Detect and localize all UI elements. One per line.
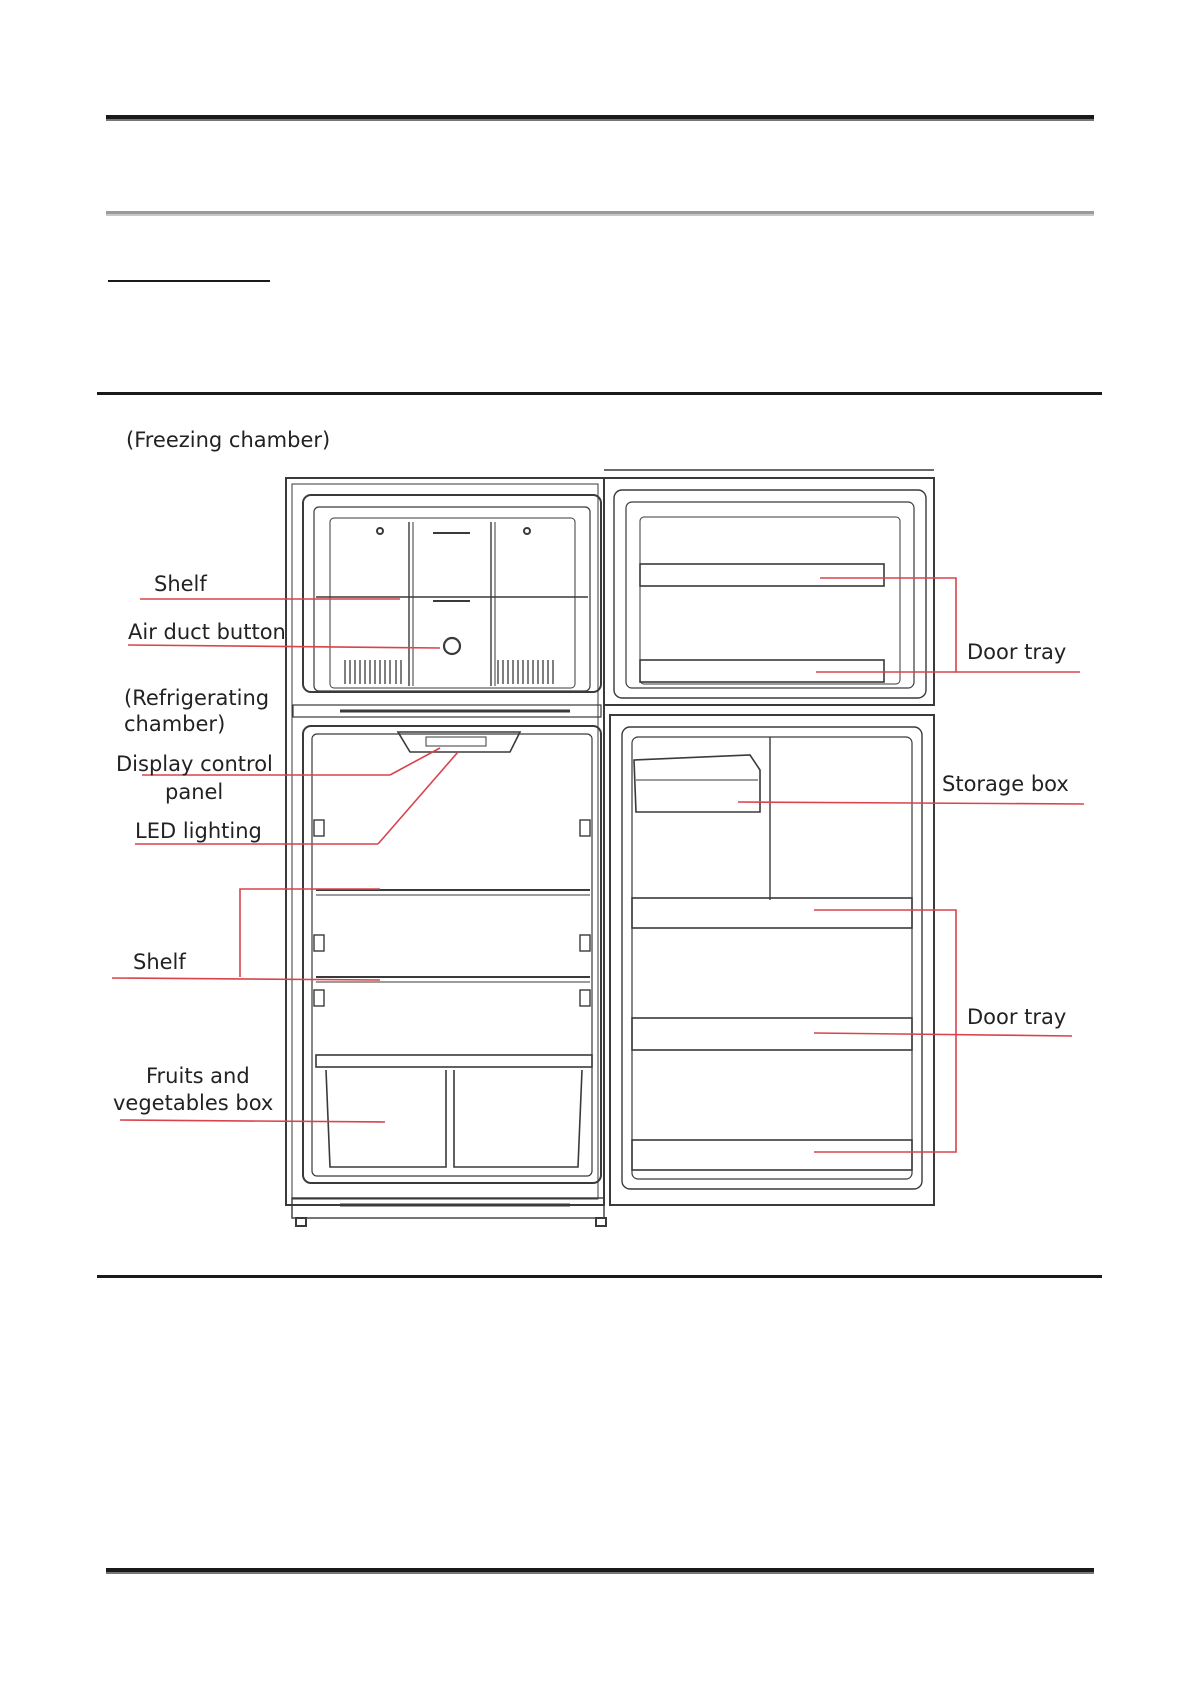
air-duct-button-label: Air duct button	[128, 620, 286, 644]
callout-shelf-bottom	[112, 978, 380, 980]
freezer-door-tray-2	[640, 660, 884, 682]
crisper-drawer-left	[326, 1070, 446, 1167]
door-tray-bottom-label: Door tray	[967, 1005, 1067, 1029]
shelf-bottom-label: Shelf	[133, 950, 186, 974]
freezer-door-tray-1	[640, 564, 884, 586]
crisper-cover	[316, 1055, 592, 1067]
cabinet-outline	[286, 478, 604, 1205]
fridge-door-tray-3	[632, 1140, 912, 1170]
fruits-vegetables-box-label-line1: Fruits and	[146, 1064, 250, 1088]
air-duct-button-drawing	[444, 638, 460, 654]
door-tray-top-label: Door tray	[967, 640, 1067, 664]
callout-air-duct	[128, 645, 440, 648]
fruits-vegetables-box-label-line2: vegetables box	[113, 1091, 274, 1115]
freezing-chamber-label: (Freezing chamber)	[126, 428, 331, 452]
callout-fruits	[120, 1120, 385, 1122]
fridge-door-tray-1	[632, 898, 912, 928]
callout-door-tray-bottom	[814, 1033, 1072, 1036]
display-control-panel-label-line1: Display control	[116, 752, 273, 776]
display-control-panel-label-line2: panel	[165, 780, 224, 804]
shelf-top-label: Shelf	[154, 572, 207, 596]
callout-shelf-bracket	[240, 889, 380, 977]
freezer-vents	[345, 660, 553, 684]
refrigerating-chamber-label-line2: chamber)	[124, 712, 226, 736]
fridge-drawing	[286, 470, 934, 1226]
callout-led-b	[378, 752, 458, 844]
crisper-drawer-right	[454, 1070, 582, 1167]
storage-box-label: Storage box	[942, 772, 1069, 796]
fridge-door	[610, 715, 934, 1205]
led-lighting-label: LED lighting	[135, 819, 262, 843]
storage-box-drawing	[634, 755, 760, 812]
freezer-compartment	[303, 495, 601, 692]
fridge-compartment	[303, 726, 601, 1183]
refrigerating-chamber-label-line1: (Refrigerating	[124, 686, 270, 710]
display-panel-drawing	[398, 732, 520, 752]
callout-storage-box	[738, 802, 1084, 804]
cabinet-base	[292, 1198, 604, 1218]
